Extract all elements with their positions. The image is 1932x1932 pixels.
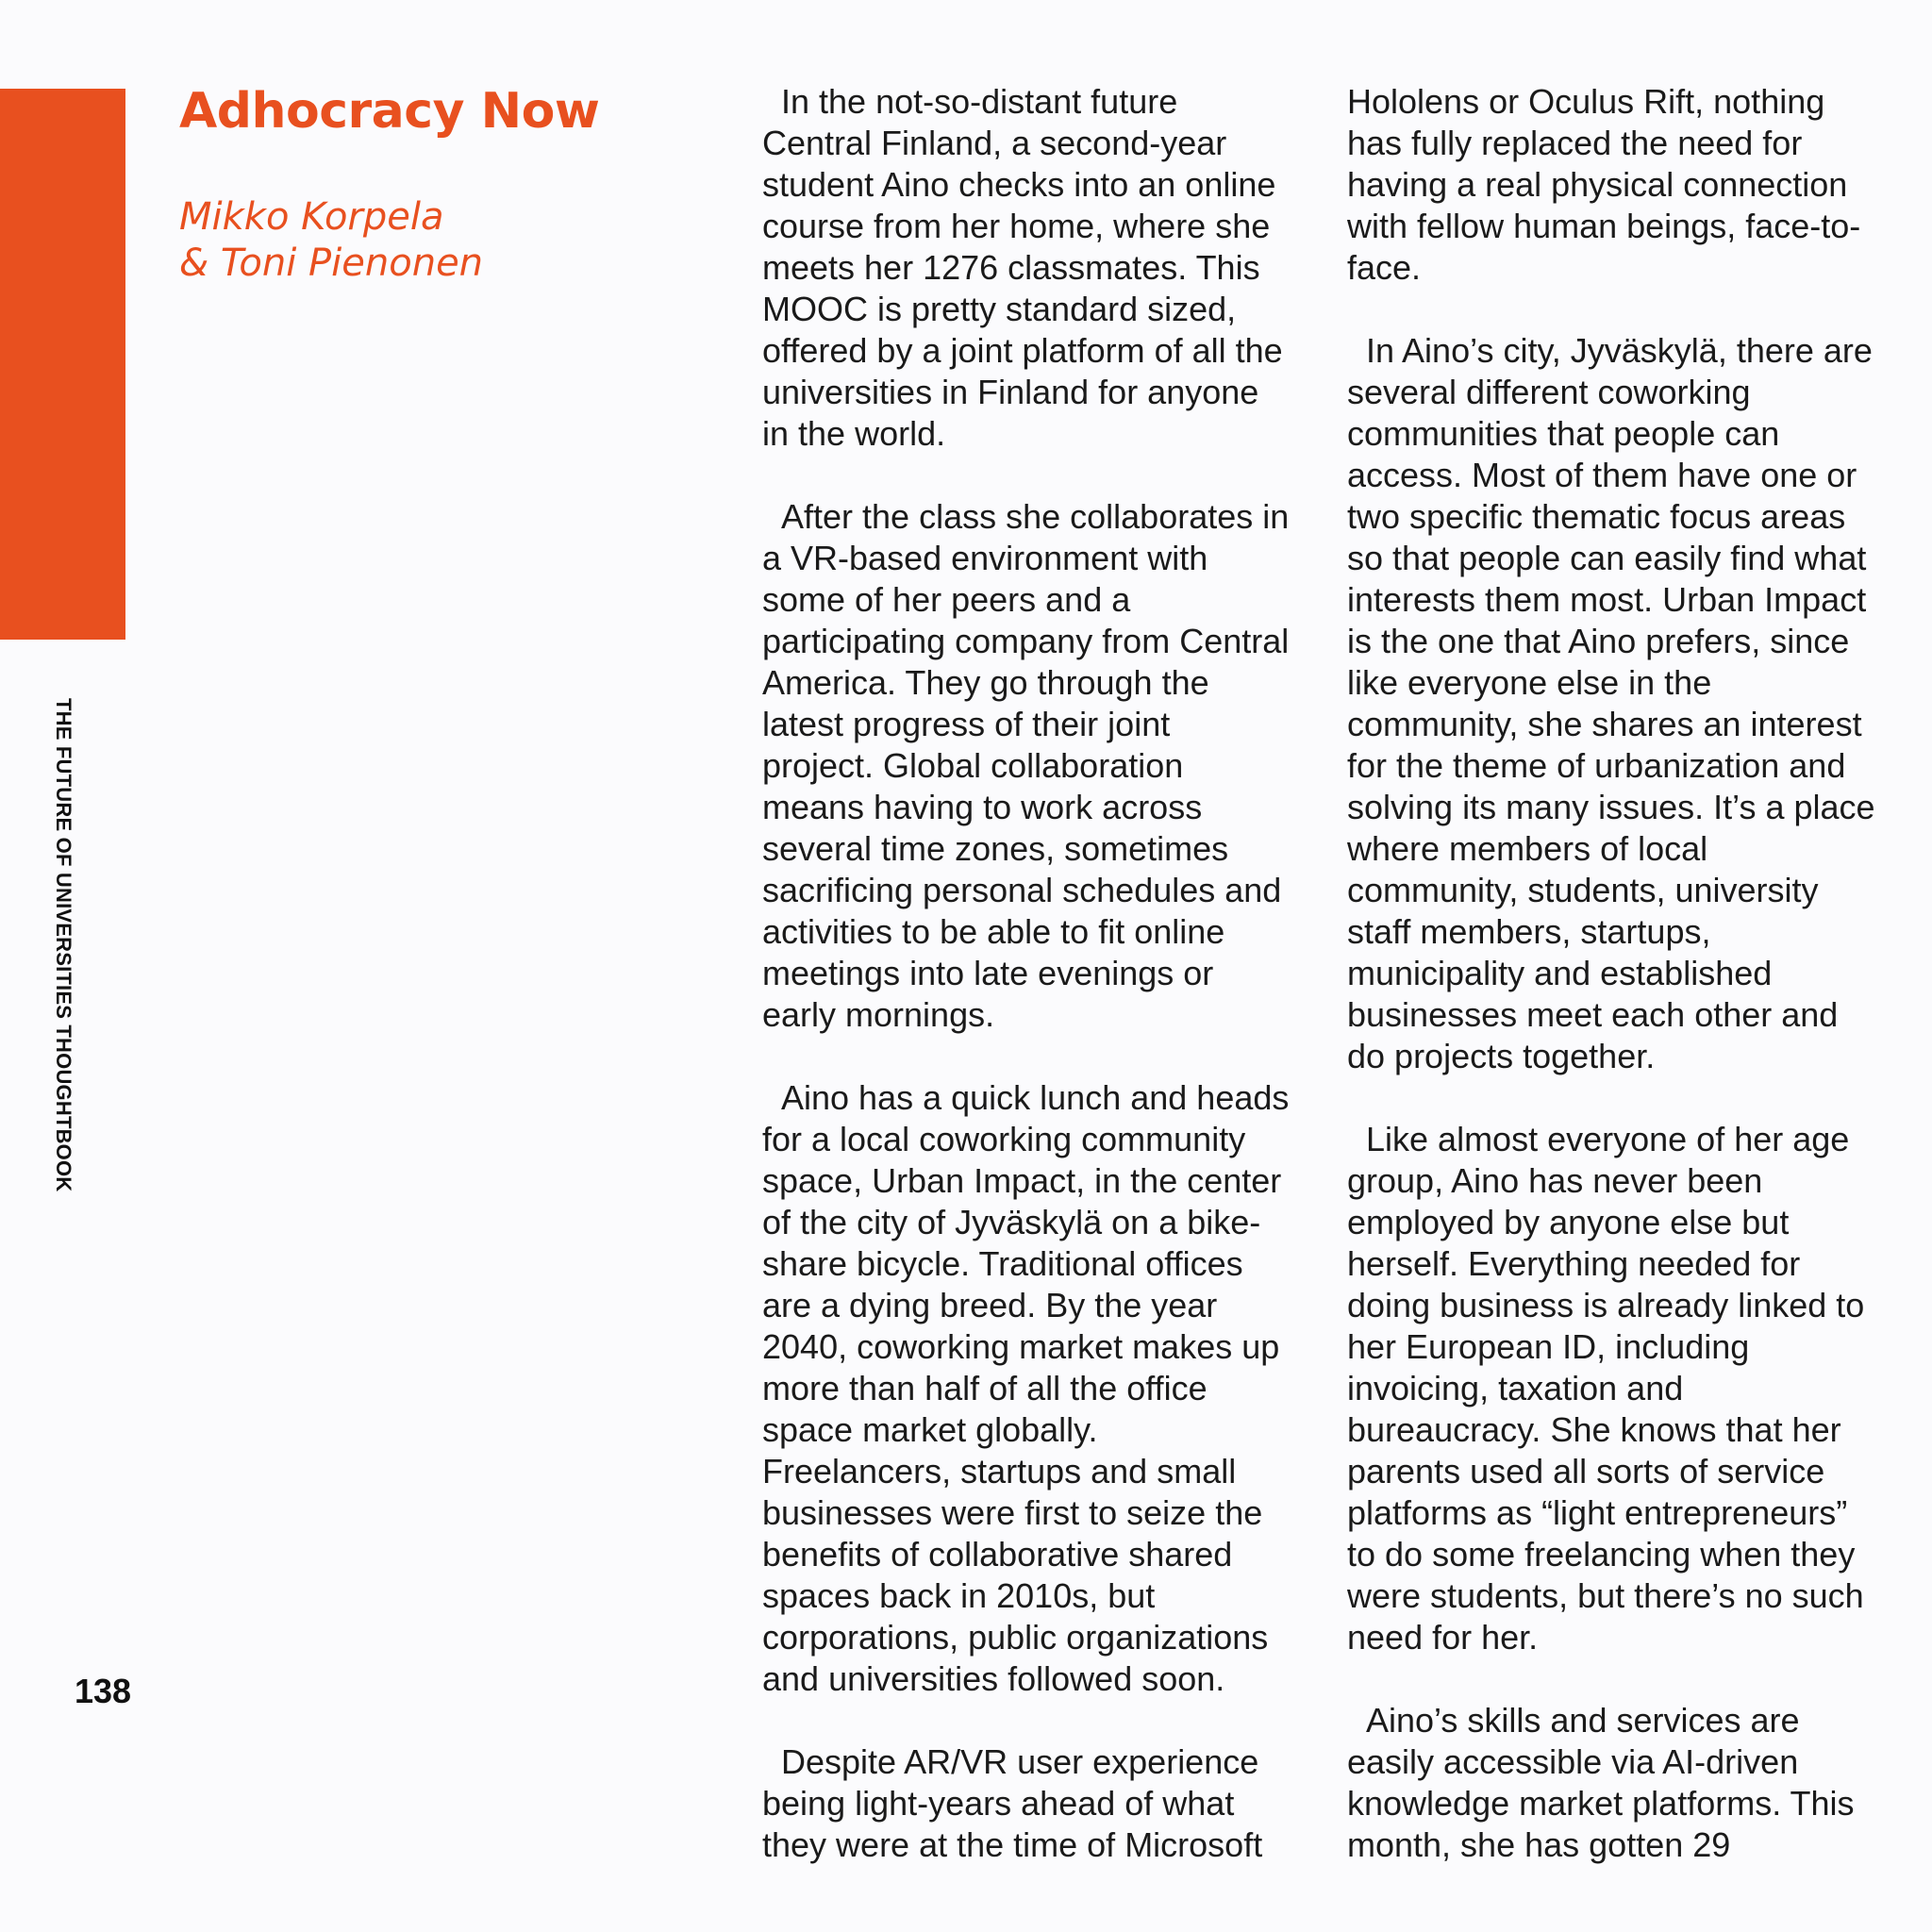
accent-bar (0, 89, 125, 640)
paragraph: In Aino’s city, Jyväskylä, there are several different coworking communities that people can access. Most of them have one or two specific thematic focus areas so that people can easily find what interests them most. Urban Impact is the one that Aino prefers, since like everyone else in the community, she shares an interest for the theme of urbanization and solving its many issues. It’s a place where members of local community, students, university staff members, startups, municipality and established businesses meet each other and do projects together. (1347, 331, 1875, 1075)
text-column-1 (762, 81, 1291, 1866)
paragraph: Like almost everyone of her age group, Aino has never been employed by anyone else but herself. Everything needed for doing business is already linked to her European ID, including invoicing, taxation and bureaucracy. She knows that her parents used all sorts of service platforms as “light entrepreneurs” to do some freelancing when they were students, but there’s no such need for her. (1347, 1120, 1865, 1657)
author-2: & Toni Pienonen (179, 242, 484, 285)
paragraph: After the class she collaborates in a VR-based environment with some of her peers and a participating company from Central America. They go through the latest progress of their joint project. Global collaboration means having to work across several time zones, sometimes sacrificing personal schedules and activities to be able to fit online meetings into late evenings or early mornings. (762, 497, 1290, 1034)
paragraph: Aino’s skills and services are easily accessible via AI-driven knowledge market platforms. This month, she has gotten 29 (1347, 1701, 1855, 1864)
paragraph: Despite AR/VR user experience being light-years ahead of what they were at the time of Microsoft (762, 1742, 1263, 1864)
article-title: Adhocracy Now (179, 83, 600, 140)
author-1: Mikko Korpela (179, 195, 444, 239)
article-authors (179, 194, 483, 287)
paragraph: Aino has a quick lunch and heads for a local coworking community space, Urban Impact, in the center of the city of Jyväskylä on a bike-share bicycle. Traditional offices are a dying breed. By the year 2040, coworking market makes up more than half of all the office space market globally. Freelancers, startups and small businesses were first to seize the benefits of collaborative shared spaces back in 2010s, but corporations, public organizations and universities followed soon. (762, 1078, 1290, 1698)
page-number: 138 (75, 1672, 132, 1710)
paragraph-continued: Hololens or Oculus Rift, nothing has fully replaced the need for having a real physical connection with fellow human beings, face-to-face. (1347, 82, 1861, 287)
paragraph: In the not-so-distant future Central Finland, a second-year student Aino checks into an online course from her home, where she meets her 1276 classmates. This MOOC is pretty standard sized, offered by a joint platform of all the universities in Finland for anyone in the world. (762, 82, 1283, 453)
text-column-2 (1347, 81, 1875, 1866)
book-title-spine: THE FUTURE OF UNIVERSITIES THOUGHTBOOK (52, 698, 75, 1192)
